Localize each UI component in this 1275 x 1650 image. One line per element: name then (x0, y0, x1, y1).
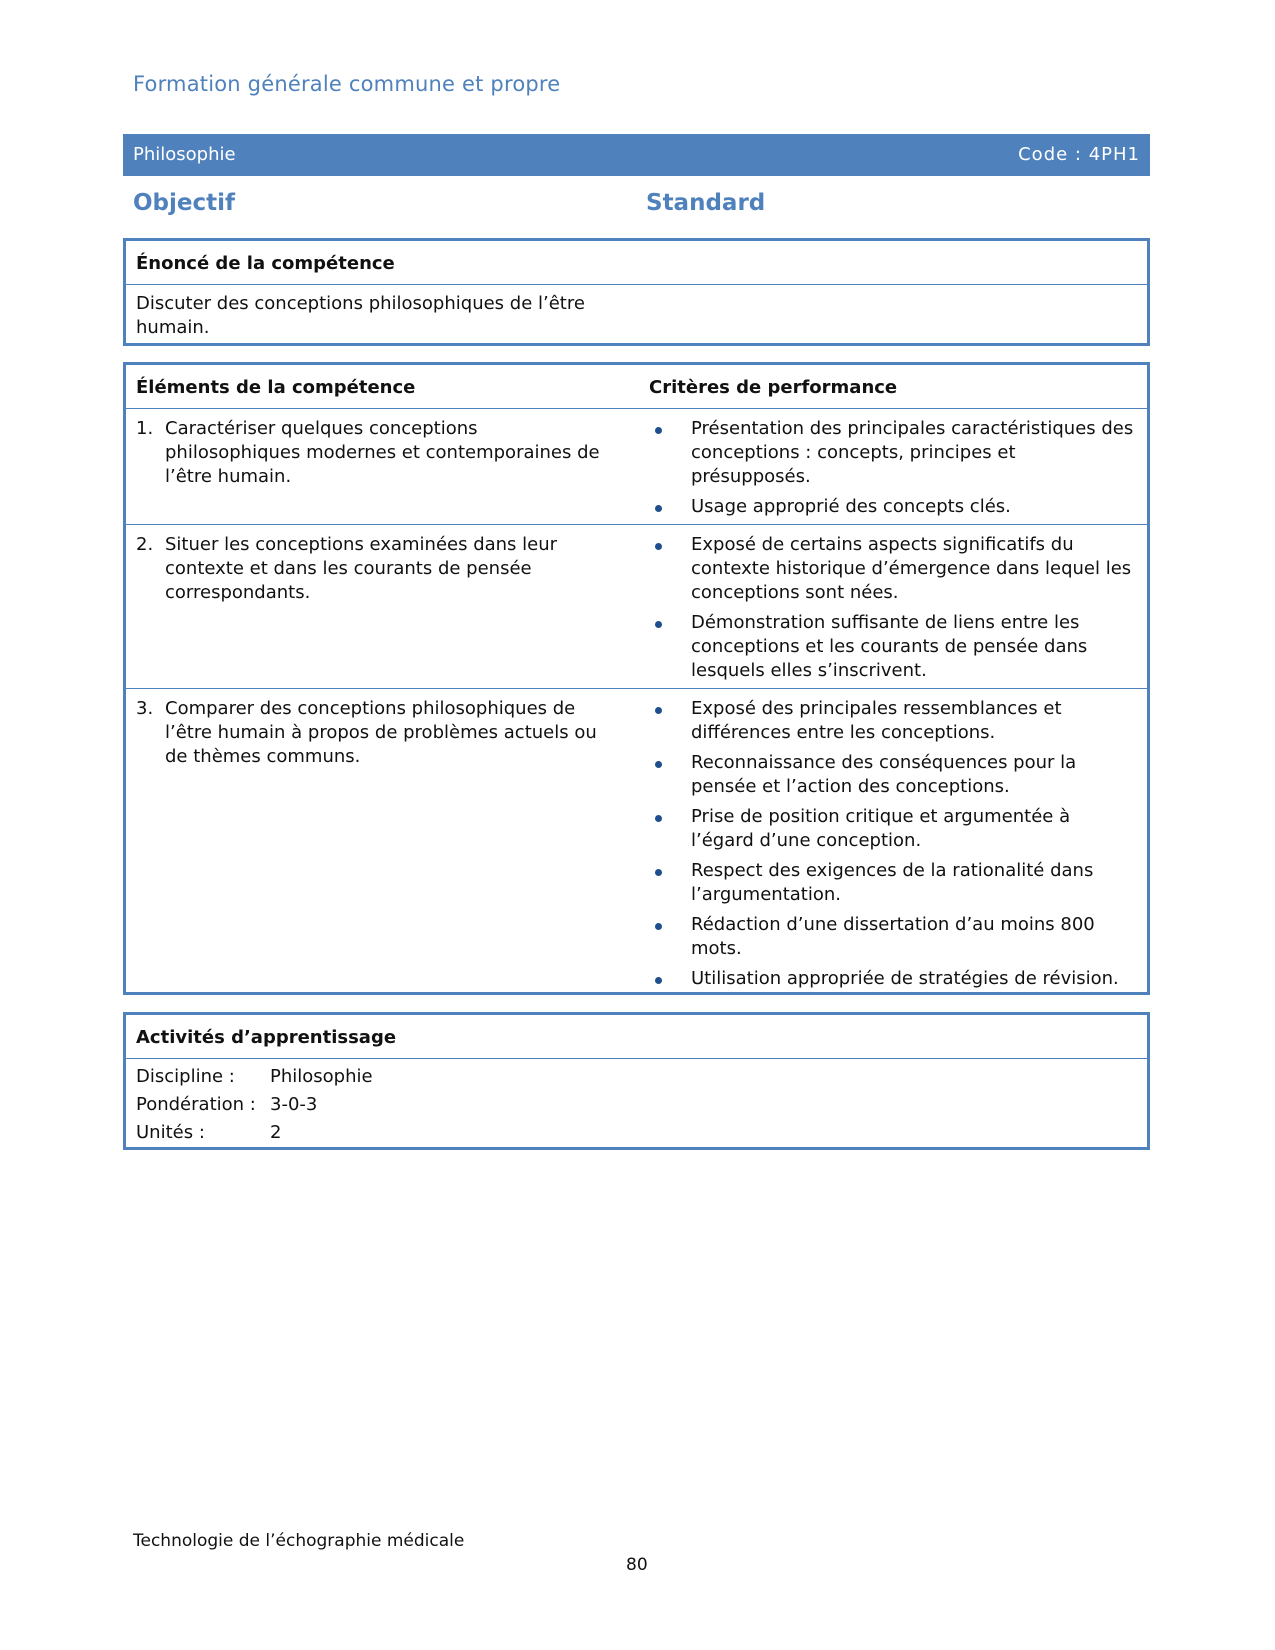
criteria-text: Usage approprié des concepts clés. (691, 496, 1011, 517)
bullet-icon (655, 621, 662, 628)
criteria-text: Utilisation appropriée de stratégies de révision. (691, 968, 1119, 989)
criteria-item (653, 805, 1138, 853)
bullet-icon (655, 923, 662, 930)
course-code: Code : 4PH1 (1018, 144, 1140, 165)
criteria-item (653, 859, 1138, 907)
competence-header (126, 365, 1147, 409)
standard-heading: Standard (646, 190, 766, 216)
bullet-icon (655, 761, 662, 768)
element-cell (136, 697, 606, 769)
field-discipline (136, 1063, 1137, 1091)
table-row (126, 525, 1147, 689)
field-label: Discipline : (136, 1066, 235, 1087)
activites-fields (126, 1059, 1147, 1151)
elements-heading: Éléments de la compétence (136, 377, 416, 398)
footer-program: Technologie de l’échographie médicale (133, 1531, 465, 1551)
element-cell (136, 533, 606, 605)
criteria-text: Démonstration suffisante de liens entre les conceptions et les courants de pensée dans lesquels elles s’inscrivent. (691, 612, 1088, 681)
element-text: Situer les conceptions examinées dans leur contexte et dans les courants de pensée correspondants. (165, 534, 558, 603)
enonce-box (123, 238, 1150, 346)
enonce-line: Discuter des conceptions philosophiques de l’être (136, 293, 585, 314)
table-row (126, 689, 1147, 993)
criteria-list (653, 417, 1138, 525)
criteria-text: Exposé de certains aspects significatifs du contexte historique d’émergence dans lequel les conceptions sont nées. (691, 534, 1132, 603)
enonce-heading: Énoncé de la compétence (136, 253, 395, 274)
bullet-icon (655, 427, 662, 434)
criteria-list (653, 697, 1138, 997)
field-value: 2 (270, 1122, 282, 1143)
activites-heading: Activités d’apprentissage (136, 1027, 397, 1048)
criteria-item (653, 751, 1138, 799)
criteria-item (653, 967, 1138, 991)
activites-header (126, 1015, 1147, 1059)
field-label: Unités : (136, 1122, 205, 1143)
page-number: 80 (626, 1555, 648, 1575)
criteria-item (653, 611, 1138, 683)
criteria-item (653, 495, 1138, 519)
bullet-icon (655, 505, 662, 512)
element-text: Comparer des conceptions philosophiques de l’être humain à propos de problèmes actuels ou de thèmes communs. (165, 698, 597, 767)
section-title: Formation générale commune et propre (133, 72, 561, 96)
criteria-list (653, 533, 1138, 689)
bullet-icon (655, 977, 662, 984)
competence-table (123, 362, 1150, 995)
criteria-text: Reconnaissance des conséquences pour la pensée et l’action des conceptions. (691, 752, 1077, 797)
element-text: Caractériser quelques conceptions philosophiques modernes et contemporaines de l’être humain. (165, 418, 600, 487)
table-row (126, 409, 1147, 525)
field-ponderation (136, 1091, 1137, 1119)
element-number: 3. (136, 698, 154, 719)
course-bar (123, 134, 1150, 176)
objectif-heading: Objectif (133, 190, 236, 216)
bullet-icon (655, 869, 662, 876)
criteria-text: Exposé des principales ressemblances et différences entre les conceptions. (691, 698, 1062, 743)
criteria-text: Prise de position critique et argumentée à l’égard d’une conception. (691, 806, 1071, 851)
enonce-header (126, 241, 1147, 285)
field-label: Pondération : (136, 1094, 256, 1115)
criteria-text: Respect des exigences de la rationalité dans l’argumentation. (691, 860, 1094, 905)
bullet-icon (655, 815, 662, 822)
enonce-line: humain. (136, 317, 210, 338)
element-number: 1. (136, 418, 154, 439)
criteria-text: Rédaction d’une dissertation d’au moins 800 mots. (691, 914, 1095, 959)
bullet-icon (655, 707, 662, 714)
bullet-icon (655, 543, 662, 550)
criteria-item (653, 533, 1138, 605)
element-number: 2. (136, 534, 154, 555)
field-value: Philosophie (270, 1066, 373, 1087)
criteria-item (653, 913, 1138, 961)
element-cell (136, 417, 606, 489)
field-value: 3-0-3 (270, 1094, 318, 1115)
criteres-heading: Critères de performance (649, 377, 898, 398)
criteria-item (653, 417, 1138, 489)
activites-box (123, 1012, 1150, 1150)
criteria-item (653, 697, 1138, 745)
course-name: Philosophie (133, 144, 236, 165)
criteria-text: Présentation des principales caractéristiques des conceptions : concepts, principes et présupposés. (691, 418, 1134, 487)
enonce-text (126, 285, 1147, 347)
field-unites (136, 1119, 1137, 1147)
